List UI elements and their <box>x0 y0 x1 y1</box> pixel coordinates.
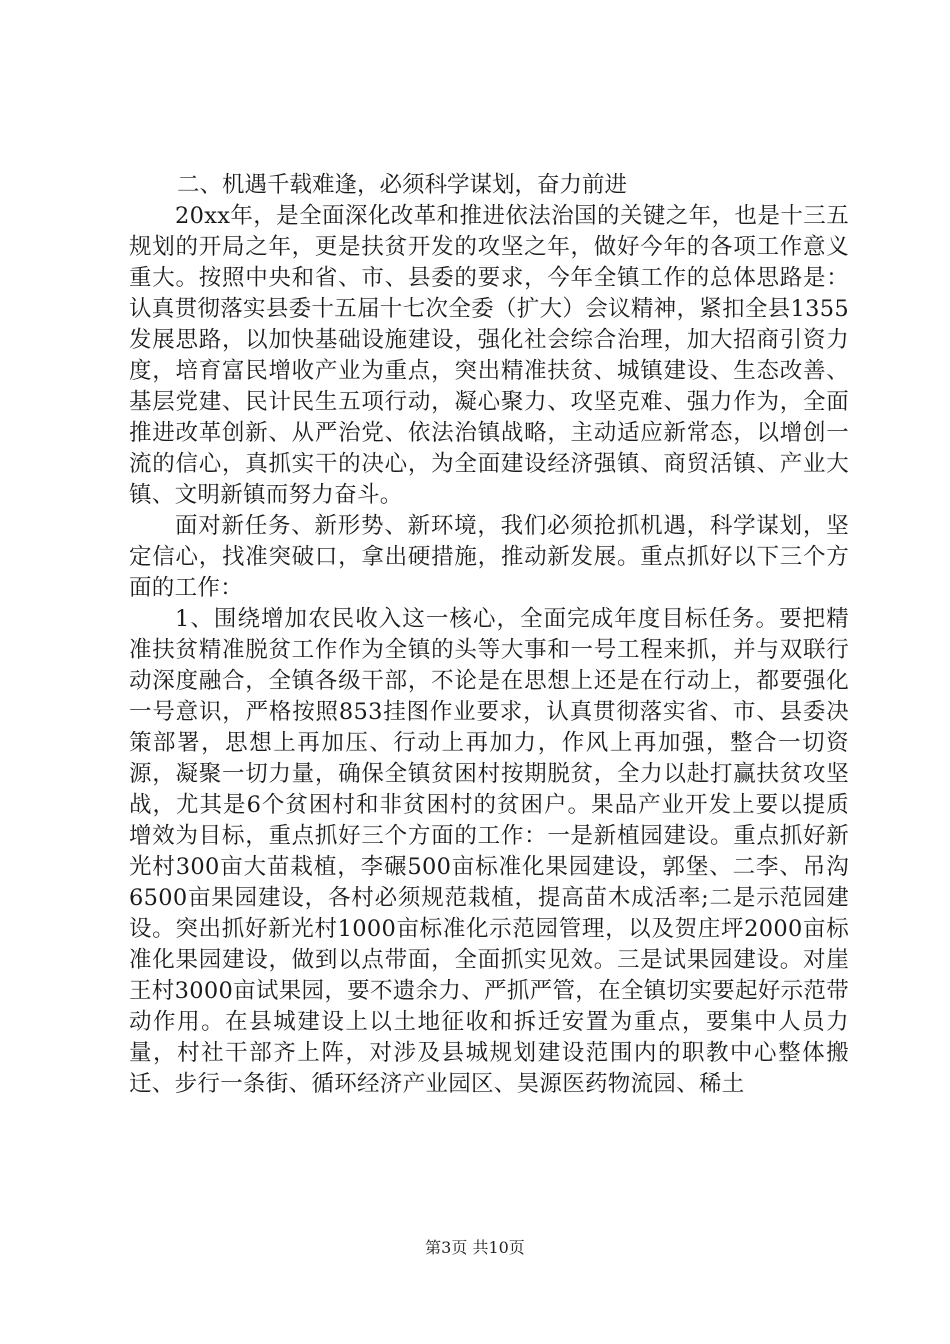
section-heading: 二、机遇千载难逢，必须科学谋划，奋力前进 <box>177 172 628 198</box>
paragraph-item-1: 1、围绕增加农民收入这一核心，全面完成年度目标任务。要把精准扶贫精准脱贫工作作为全镇的头等大事和一号工程来抓，并与双联行动深度融合，全镇各级干部，不论是在思想上还是在行动上，都要强化一号意识，严格按照853挂图作业要求，认真贯彻落实省、市、县委决策部署，思想上再加压、行动上再加力，作风上再加强，整合一切资源，凝聚一切力量，确保全镇贫困村按期脱贫，全力以赴打赢扶贫攻坚战，尤其是6个贫困村和非贫困村的贫困户。果品产业开发上要以提质增效为目标，重点抓好三个方面的工作：一是新植园建设。重点抓好新光村300亩大苗栽植，李碾500亩标准化果园建设，郭堡、二李、吊沟6500亩果园建设，各村必须规范栽植，提高苗木成活率;二是示范园建设。突出抓好新光村1000亩标准化示范园管理，以及贺庄坪2000亩标准化果园建设，做到以点带面，全面抓实见效。三是试果园建设。对崖王村3000亩试果园，要不遗余力、严抓严管，在全镇切实要起好示范带动作用。在县城建设上以土地征收和拆迁安置为重点，要集中人员力量，村社干部齐上阵，对涉及县城规划建设范围内的职教中心整体搬迁、步行一条街、循环经济产业园区、昊源医药物流园、稀土 <box>129 606 849 1097</box>
document-body <box>129 170 849 1100</box>
paragraph-general-plan: 20xx年，是全面深化改革和推进依法治国的关键之年，也是十三五规划的开局之年，更是扶贫开发的攻坚之年，做好今年的各项工作意义重大。按照中央和省、市、县委的要求，今年全镇工作的总体思路是：认真贯彻落实县委十五届十七次全委（扩大）会议精神，紧扣全县1355发展思路，以加快基础设施建设，强化社会综合治理，加大招商引资力度，培育富民增收产业为重点，突出精准扶贫、城镇建设、生态改善、基层党建、民计民生五项行动，凝心聚力、攻坚克难、强力作为，全面推进改革创新、从严治党、依法治镇战略，主动适应新常态，以增创一流的信心，真抓实干的决心，为全面建设经济强镇、商贸活镇、产业大镇、文明新镇而努力奋斗。 <box>129 203 849 508</box>
page-footer: 第3页 共10页 <box>425 1238 525 1257</box>
paragraph-new-tasks: 面对新任务、新形势、新环境，我们必须抢抓机遇，科学谋划，坚定信心，找准突破口，拿出硬措施，推动新发展。重点抓好以下三个方面的工作： <box>129 513 849 601</box>
